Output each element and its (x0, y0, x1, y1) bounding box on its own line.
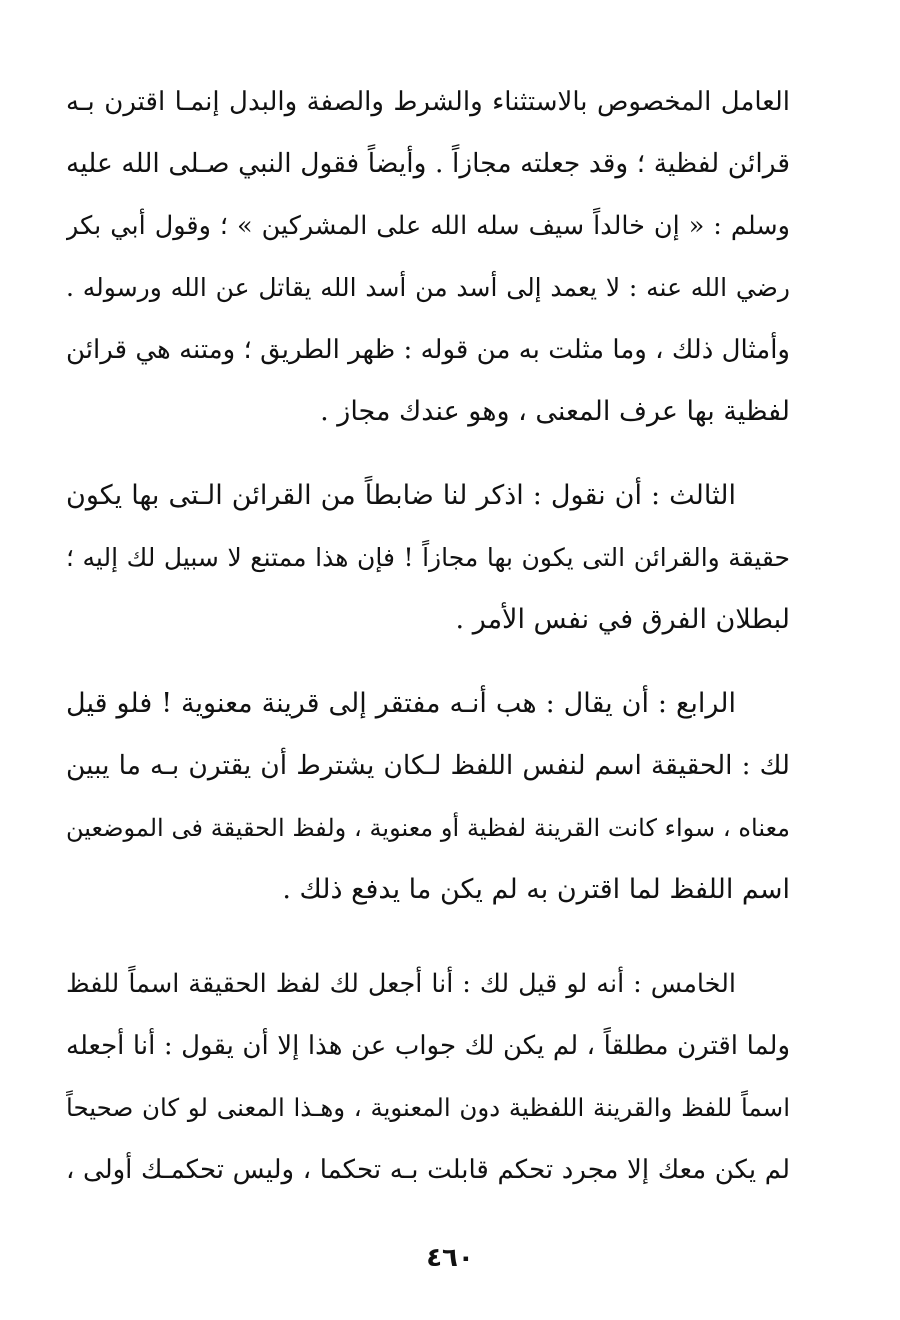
text-line: الثالث : أن نقول : اذكر لنا ضابطاً من القرائن الـتى بها يكون (66, 480, 736, 511)
text-line: لك : الحقيقة اسم لنفس اللفظ لـكان يشترط أن يقترن بـه ما يبين (66, 750, 790, 781)
text-line: اسم اللفظ لما اقترن به لم يكن ما يدفع ذلك . (282, 874, 790, 905)
text-line: لبطلان الفرق في نفس الأمر . (455, 604, 790, 635)
text-line: ولما اقترن مطلقاً ، لم يكن لك جواب عن هذا إلا أن يقول : أنا أجعله (66, 1031, 790, 1061)
text-line: اسماً للفظ والقرينة اللفظية دون المعنوية ، وهـذا المعنى لو كان صحيحاً (66, 1093, 790, 1122)
page-number: ٤٦٠ (426, 1243, 474, 1273)
text-line: حقيقة والقرائن التى يكون بها مجازاً ! فإن هذا ممتنع لا سبيل لك إليه ؛ (66, 543, 790, 572)
text-line: وأمثال ذلك ، وما مثلت به من قوله : ظهر الطريق ؛ ومتنه هي قرائن (66, 335, 790, 365)
text-line: قرائن لفظية ؛ وقد جعلته مجازاً . وأيضاً فقول النبي صـلى الله عليه (66, 148, 790, 179)
text-line: العامل المخصوص بالاستثناء والشرط والصفة والبدل إنمـا اقترن بـه (66, 87, 790, 117)
text-line: معناه ، سواء كانت القرينة لفظية أو معنوية ، ولفظ الحقيقة فى الموضعين (66, 814, 790, 842)
text-line: لم يكن معك إلا مجرد تحكم قابلت بـه تحكما ، وليس تحكمـك أولى ، (66, 1155, 790, 1185)
text-line: لفظية بها عرف المعنى ، وهو عندك مجاز . (320, 396, 790, 427)
text-line: الخامس : أنه لو قيل لك : أنا أجعل لك لفظ الحقيقة اسماً للفظ (66, 969, 736, 999)
text-line: رضي الله عنه : لا يعمد إلى أسد من أسد الله يقاتل عن الله ورسوله . (66, 273, 790, 302)
text-line: وسلم : « إن خالداً سيف سله الله على المشركين » ؛ وقول أبي بكر (66, 211, 790, 241)
text-line: الرابع : أن يقال : هب أنـه مفتقر إلى قرينة معنوية ! فلو قيل (66, 688, 736, 719)
